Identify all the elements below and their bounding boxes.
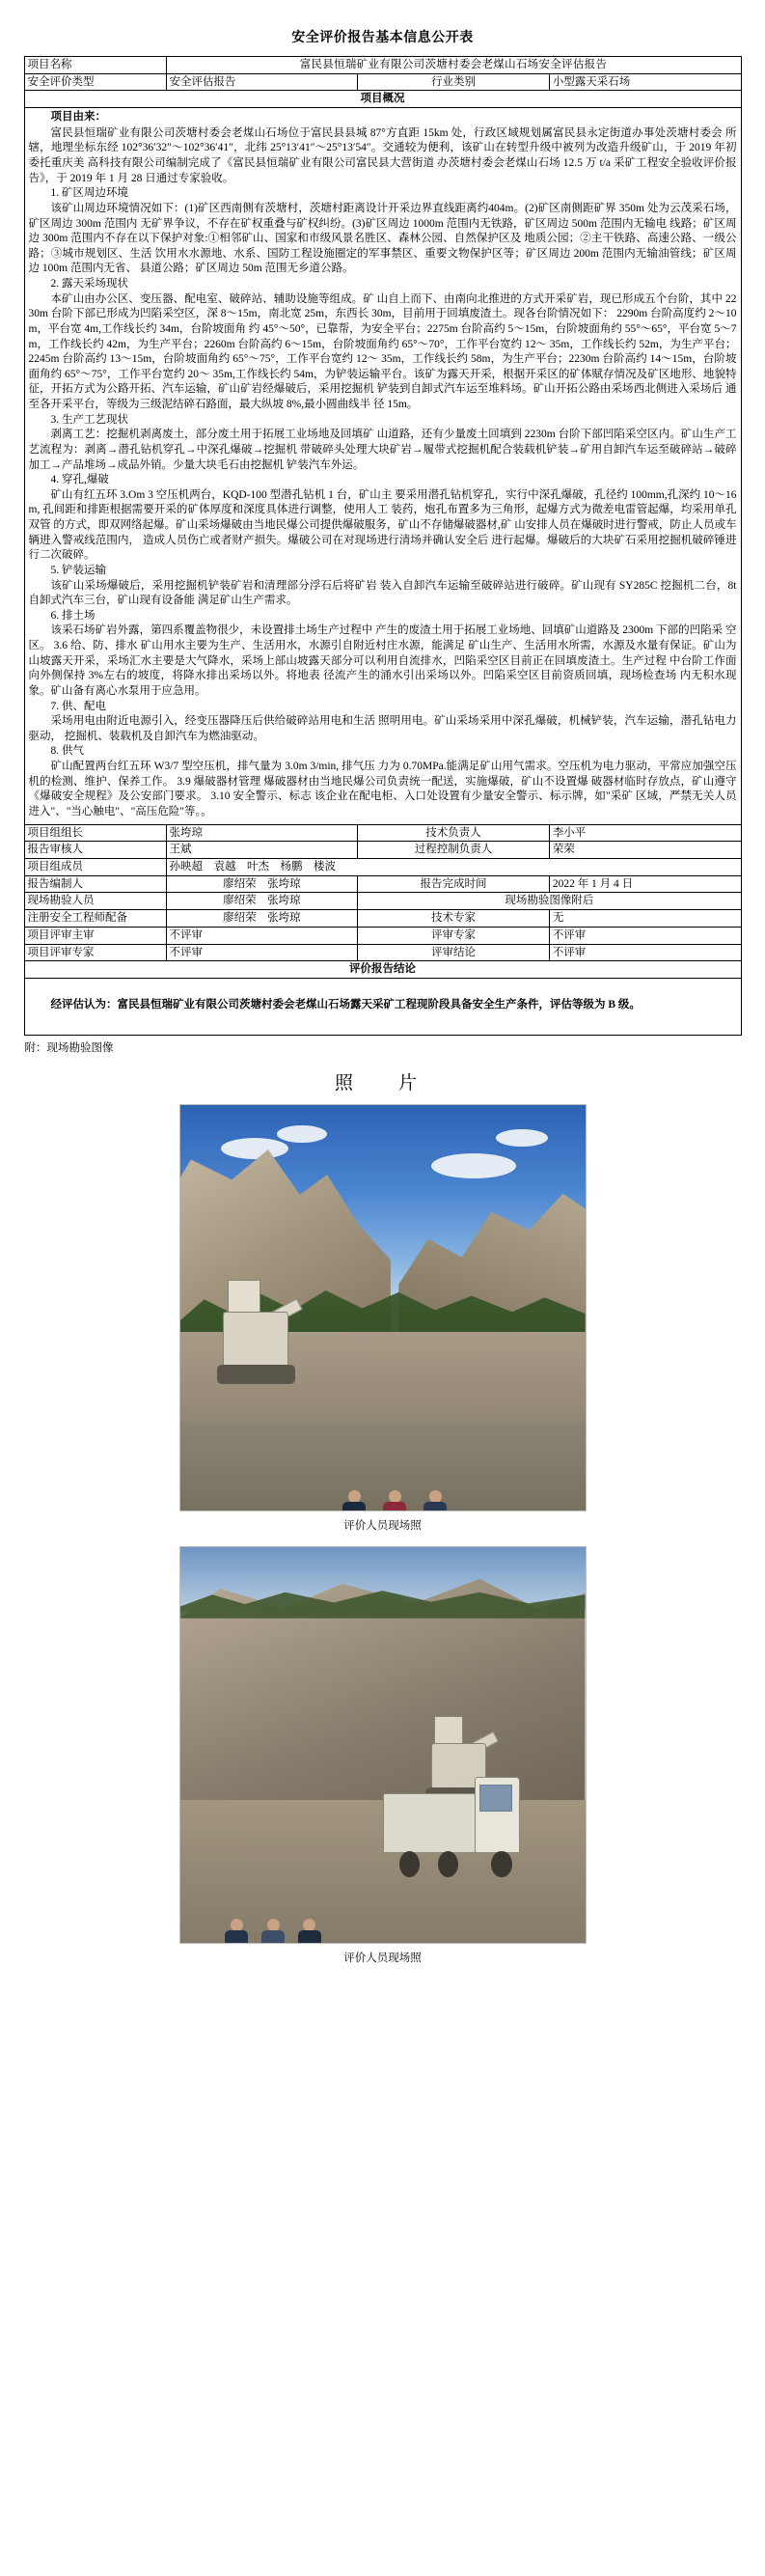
overview-paragraph-16: 矿山配置两台红五环 W3/7 型空压机，排气量为 3.0m 3/min, 排气压 力为 0.70MPa.能满足矿山用气需求。空压机为电力驱动，平常应加强空压机的检测、维护、保养工作。 3.9 爆破器材管理 爆破器材由当地民爆公司负责统一配送，实施爆破，矿山不设置爆 破器材临时存放点，矿山遵守《爆破安全规程》及公安部门要求。 3.10 安全警示、标志 该企业在配电柜、入口处设置有少量安全警示、标示牌，如"采矿 区域，严禁无关人员进入"、"当心触电"、"高压危险"等。。 [28,761,737,817]
table-row-conclusion-head [24,961,741,979]
table-row-registered-engineers [24,910,741,928]
table-row-conclusion-body [24,979,741,1036]
truck-wheel [399,1851,420,1878]
value-technical-expert: 无 [549,910,741,928]
person-body [225,1930,248,1944]
site-photo-1-caption: 评价人员现场照 [343,1520,422,1532]
note-site-survey-images: 现场勘验图像附后 [358,893,741,910]
table-row-eval-type [24,73,741,91]
conclusion-text: 经评估认为：富民县恒瑞矿业有限公司茨塘村委会老煤山石场露天采矿工程现阶段具备安全生产条件，评估等级为 B 级。 [50,998,641,1011]
overview-paragraph-13: 7. 供、配电 [50,700,106,712]
overview-paragraph-8: 矿山有红五环 3.Om 3 空压机两台，KQD-100 型潜孔钻机 1 台，矿山主 要采用潜孔钻机穿孔，实行中深孔爆破，孔径约 100mm,孔深约 10～16m, 孔间距和排距根据需要开采的矿体厚度和深度具体进行调整，使用人工 装药，炮孔布置多为三角形，起爆方式为微差电雷管起爆，均采用单孔 双管 的方式，即双网络起爆。矿山采场爆破由当地民爆公司提供爆破服务，矿山不存储爆破器材,矿 山安排人员在爆破时进行警戒，防止人员或车辆进入警戒线范围内， 造成人员伤亡或者财产损失。爆破公司在对现场进行清场并确认安全后 进行起爆。爆破后的大块矿石采用挖掘机破碎锤进行二次破碎。 [28,488,737,562]
value-chief-reviewer: 不评审 [166,927,358,944]
value-process-control-lead: 荣荣 [549,842,741,859]
excavator-body [223,1312,288,1367]
table-row-overview-head [24,91,741,108]
overview-paragraph-10: 该矿山采场爆破后，采用挖掘机铲装矿岩和清理部分浮石后将矿岩 装入自卸汽车运输至破碎站进行破碎。矿山现有 SY285C 挖掘机二台，8t 自卸式汽车三台，矿山现有设备能 满足矿山生产需求。 [28,579,737,607]
value-industry-type: 小型露天采石场 [549,73,741,91]
table-row-project-name [24,57,741,74]
overview-paragraph-2: 该矿山周边环境情况如下：(1)矿区西南侧有茨塘村，茨塘村距离设计开采边界直线距离约404m。(2)矿区南侧距矿界 350m 处为云茂采石场，矿区周边 300m 范围内 无矿界争议，不存在矿权重叠与矿权纠纷。(3)矿区周边 1000m 范围内无铁路，矿区周边 500m 范围内无输电 线路；矿区周边 300m 范围内不存在以下保护对象:①相邻矿山、国家和市级风景名胜区、森林公园、自然保护区及 地质公园；②主干铁路、高速公路、一级公路；③城市规划区、生活 饮用水水源地、水系、国防工程设施圈定的军事禁区、重要文物保护区等；矿区周边 200m 范围内无输油管线；矿区周边 100m 范围内无省、 县道公路；矿区周边 50m 范围无乡道公路。 [28,202,737,275]
label-technical-expert: 技术专家 [358,910,550,928]
label-eval-type: 安全评价类型 [24,73,166,91]
table-row-chief-reviewer [24,927,741,944]
table-row-reviewer [24,842,741,859]
overview-paragraph-6: 剥离工艺：挖掘机剥离废土，部分废土用于拓展工业场地及回填矿 山道路，还有少量废土回填到 2230m 台阶下部凹陷采空区内。矿山生产工艺流程为：剥离→潜孔钻机穿孔→中深孔爆破→挖掘机 带破碎头处理大块矿岩→履带式挖掘机配合装载机铲装→矿用自卸汽车运至破碎站→破碎加工→产品堆场→成品外销。少量大块毛石由挖掘机 铲装汽车外运。 [28,429,737,471]
person-body [383,1502,406,1511]
value-project-leader: 张垮琼 [166,824,358,842]
overview-paragraph-5: 3. 生产工艺现状 [50,413,128,426]
label-process-control-lead: 过程控制负责人 [358,842,550,859]
value-project-review-experts: 不评审 [166,944,358,961]
person-body [423,1502,447,1511]
site-photo-2 [179,1546,587,1944]
label-completion-time: 报告完成时间 [358,875,550,893]
value-technical-lead: 李小平 [549,824,741,842]
label-chief-reviewer: 项目评审主审 [24,927,166,944]
conclusion-body [24,979,741,1036]
main-info-table [24,56,742,1036]
section-title-conclusion: 评价报告结论 [24,961,741,979]
value-site-surveyors: 廖绍荣 张垮琼 [166,893,358,910]
table-row-members [24,858,741,875]
attachment-note: 附：现场勘验图像 [24,1042,114,1054]
label-report-reviewer: 报告审核人 [24,842,166,859]
label-industry-type: 行业类别 [358,73,550,91]
truck-bed [383,1793,476,1853]
value-registered-engineers: 廖绍荣 张垮琼 [166,910,358,928]
photo1-road [180,1422,586,1510]
overview-paragraph-0: 富民县恒瑞矿业有限公司茨塘村委会老煤山石场位于富民县县城 87°方直距 15km 处，行政区域规划属富民县永定街道办事处茨塘村委会 所辖，地理坐标东经 102°36′32″～102°36′41″，北纬 25°13′41″～25°13′54″。交通较为便利，该矿山在转型升级中被列为改造升级矿山，于 2019 年初委托重庆美 高科技有限公司编制完成了《富民县恒瑞矿业有限公司富民县大营街道 办茨塘村委会老煤山石场 12.5 万 t/a 采矿工程安全验收评价报告》，于 2019 年 1 月 28 日通过专家验收。 [28,126,737,184]
overview-paragraph-11: 6. 排土场 [50,609,96,622]
label-review-conclusion: 评审结论 [358,944,550,961]
value-report-reviewer: 王斌 [166,842,358,859]
photo-block-1 [24,1104,742,1546]
section-title-overview: 项目概况 [24,91,741,108]
label-registered-engineers: 注册安全工程师配备 [24,910,166,928]
photo-block-2 [24,1546,742,1979]
page-title: 安全评价报告基本信息公开表 [291,31,474,45]
value-project-name: 富民县恒瑞矿业有限公司茨塘村委会老煤山石场安全评估报告 [166,57,741,74]
table-row-author [24,875,741,893]
cloud-icon [221,1138,288,1159]
table-row-review-experts [24,944,741,961]
value-review-conclusion: 不评审 [549,944,741,961]
photo-section-title: 照 片 [334,1073,430,1094]
overview-paragraph-7: 4. 穿孔,爆破 [50,474,109,486]
truck-wheel [491,1851,511,1878]
table-row-surveyors [24,893,741,910]
label-team-members: 项目组成员 [24,858,166,875]
label-review-experts: 评审专家 [358,927,550,944]
overview-paragraph-15: 8. 供气 [50,745,84,758]
value-completion-time: 2022 年 1 月 4 日 [549,875,741,893]
person-body [342,1502,366,1511]
person-body [261,1930,285,1944]
label-project-review-experts: 项目评审专家 [24,944,166,961]
truck-window [479,1785,511,1812]
overview-paragraph-3: 2. 露天采场现状 [50,278,128,291]
truck-wheel [438,1851,458,1878]
label-project-name: 项目名称 [24,57,166,74]
overview-lead: 项目由来： [50,111,106,124]
value-team-members: 孙映超 袁越 叶杰 杨鹏 楼波 [166,858,741,875]
excavator-track [217,1365,295,1384]
overview-paragraph-1: 1. 矿区周边环境 [50,187,128,200]
value-review-experts: 不评审 [549,927,741,944]
table-row-overview-body [24,108,741,824]
overview-paragraph-9: 5. 铲装运输 [50,564,106,576]
cloud-icon [277,1125,327,1143]
table-row-leader [24,824,741,842]
dump-truck-icon [383,1777,521,1880]
overview-paragraph-12: 该采石场矿岩外露，第四系覆盖物很少，未设置排土场生产过程中 产生的废渣土用于拓展工业场地、回填矿山道路及 2300m 下部的凹陷采 空区。 3.6 给、防、排水 矿山用水主要为生产、生活用水，水源引自附近村庄水源，能满足 矿山生产、生活用水所需，水源及水量有保证。矿山为山坡露天开采，采场汇水主要是大气降水，采场上部山坡露天部分可以利用自流排水，凹陷采空区目前正在回填废渣土。生产过程 中台阶工作面向外侧保持 3%左右的坡度，将降水排出采场以外。将地表 径流产生的涌水引出采场以外。凹陷采空区目前资质回填，现场检查场 内无积水现象。矿山备有离心水泵用于应急用。 [28,624,737,697]
site-photo-2-caption: 评价人员现场照 [343,1953,422,1964]
label-site-surveyors: 现场勘验人员 [24,893,166,910]
label-report-author: 报告编制人 [24,875,166,893]
overview-paragraph-4: 本矿山由办公区、变压器、配电室、破碎站、辅助设施等组成。矿 山自上而下、由南向北推进的方式开采矿岩，现已形成五个台阶，其中 2230m 台阶下部已形成为凹陷采空区，深 8～15m，南北宽 25m，东西长 30m，目前用于回填废渣土。现各台阶情况如下： 2290m 台阶高度约 2～10m，平台宽 4m,工作线长约 34m，台阶坡面角 约 45°～50°，已靠帮，为安全平台；2275m 台阶高约 5～15m，台阶坡面角约 55°～65°，平台宽 5～7m，工作线长约 42m，为生产平台；2260m 台阶高约 6～15m，台阶坡面角约 65°～70°，工作平台宽约 12～ 35m，工作线长约 52m，为生产平台；2245m 台阶高约 13～15m，台阶坡面角约 65°～75°，工作平台宽约 12～ 35m，工作线长约 58m，为生产平台；2230m 台阶高约 14～15m，台阶坡面角约 65°～75°，工作平台宽约 20～ 35m,工作线长约 54m，为铲装运输平台。该矿为露天开采，根据开采区的矿体赋存情况及矿区地形、地貌特 征，开拓方式为公路开拓、汽车运输，矿山矿岩经爆破后，采用挖掘机 铲装到自卸式汽车运至堆料场。矿山开拓公路由采场西北侧进入采场后 通至各开采平台，等级为三级泥结碎石路面，最大纵坡 8%,最小圆曲线半 径 15m。 [28,292,737,411]
overview-paragraph-14: 采场用电由附近电源引入，经变压器降压后供给破碎站用电和生活 照明用电。矿山采场采用中深孔爆破，机械铲装，汽车运输，潜孔钻电力驱动， 挖掘机、装载机及自卸汽车为燃油驱动。 [28,715,737,742]
value-eval-type: 安全评估报告 [166,73,358,91]
person-body [298,1930,321,1944]
site-photo-1 [179,1104,587,1511]
label-technical-lead: 技术负责人 [358,824,550,842]
excavator-icon [205,1267,310,1389]
label-project-leader: 项目组组长 [24,824,166,842]
overview-body [24,108,741,824]
value-report-author: 廖绍荣 张垮琼 [166,875,358,893]
